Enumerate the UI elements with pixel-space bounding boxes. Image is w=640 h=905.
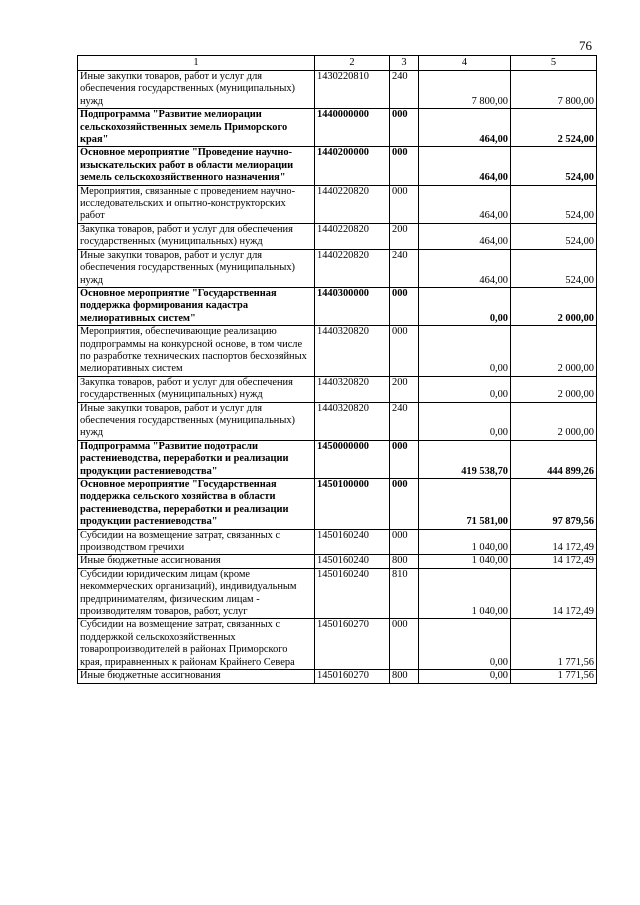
row-type-cell: 000 xyxy=(390,185,419,223)
row-name-cell: Субсидии юридическим лицам (кроме некоммерческих организаций), индивидуальным предпринимателям, физическим лицам - производителям товаров, работ, услуг xyxy=(78,568,315,619)
row-value-5-cell: 524,00 xyxy=(511,185,597,223)
table-row xyxy=(78,670,597,683)
table-row xyxy=(78,249,597,287)
row-type-cell: 240 xyxy=(390,402,419,440)
row-value-5-cell: 1 771,56 xyxy=(511,619,597,670)
row-value-4-cell: 464,00 xyxy=(419,185,511,223)
row-name-cell: Иные бюджетные ассигнования xyxy=(78,670,315,683)
row-value-5-cell: 14 172,49 xyxy=(511,529,597,555)
row-name-cell: Закупка товаров, работ и услуг для обеспечения государственных (муниципальных) нужд xyxy=(78,223,315,249)
row-type-cell: 200 xyxy=(390,376,419,402)
row-type-cell: 240 xyxy=(390,71,419,109)
row-value-5-cell: 524,00 xyxy=(511,249,597,287)
row-code-cell: 1440320820 xyxy=(315,402,390,440)
row-value-4-cell: 0,00 xyxy=(419,326,511,377)
header-cell-4: 4 xyxy=(419,56,511,71)
row-name-cell: Основное мероприятие "Государственная поддержка сельского хозяйства в области растениеводства, переработки и реализации продукции растениеводства" xyxy=(78,479,315,530)
row-value-4-cell: 0,00 xyxy=(419,619,511,670)
header-row xyxy=(78,56,597,71)
row-value-4-cell: 1 040,00 xyxy=(419,529,511,555)
row-code-cell: 1440220820 xyxy=(315,185,390,223)
row-value-4-cell: 1 040,00 xyxy=(419,568,511,619)
row-value-4-cell: 0,00 xyxy=(419,287,511,325)
row-value-4-cell: 0,00 xyxy=(419,670,511,683)
row-value-5-cell: 2 000,00 xyxy=(511,376,597,402)
row-name-cell: Мероприятия, обеспечивающие реализацию подпрограммы на конкурсной основе, в том числе по разработке технических паспортов бесхозяйных мелиоративных систем xyxy=(78,326,315,377)
row-code-cell: 1440320820 xyxy=(315,326,390,377)
row-name-cell: Иные закупки товаров, работ и услуг для обеспечения государственных (муниципальных) нужд xyxy=(78,249,315,287)
row-value-4-cell: 464,00 xyxy=(419,249,511,287)
row-value-5-cell: 14 172,49 xyxy=(511,555,597,568)
row-code-cell: 1450160240 xyxy=(315,529,390,555)
row-code-cell: 1430220810 xyxy=(315,71,390,109)
row-code-cell: 1450160270 xyxy=(315,619,390,670)
row-code-cell: 1440220820 xyxy=(315,249,390,287)
row-name-cell: Иные закупки товаров, работ и услуг для обеспечения государственных (муниципальных) нужд xyxy=(78,402,315,440)
row-value-4-cell: 464,00 xyxy=(419,223,511,249)
header-cell-3: 3 xyxy=(390,56,419,71)
page-number: 76 xyxy=(579,38,592,53)
row-type-cell: 000 xyxy=(390,619,419,670)
header-cell-1: 1 xyxy=(78,56,315,71)
row-name-cell: Закупка товаров, работ и услуг для обеспечения государственных (муниципальных) нужд xyxy=(78,376,315,402)
row-value-4-cell: 464,00 xyxy=(419,147,511,185)
header-cell-2: 2 xyxy=(315,56,390,71)
row-code-cell: 1440320820 xyxy=(315,376,390,402)
row-name-cell: Мероприятия, связанные с проведением научно-исследовательских и опытно-конструкторских работ xyxy=(78,185,315,223)
row-name-cell: Субсидии на возмещение затрат, связанных с поддержкой сельскохозяйственных товаропроизводителей в районах Приморского края, приравненных к районам Крайнего Севера xyxy=(78,619,315,670)
table-row xyxy=(78,479,597,530)
row-type-cell: 000 xyxy=(390,440,419,478)
table-row xyxy=(78,185,597,223)
row-value-4-cell: 0,00 xyxy=(419,402,511,440)
row-value-4-cell: 419 538,70 xyxy=(419,440,511,478)
row-type-cell: 000 xyxy=(390,287,419,325)
table-row xyxy=(78,326,597,377)
row-value-4-cell: 0,00 xyxy=(419,376,511,402)
table-row xyxy=(78,376,597,402)
table-row xyxy=(78,71,597,109)
row-code-cell: 1450100000 xyxy=(315,479,390,530)
row-value-5-cell: 524,00 xyxy=(511,223,597,249)
table-row xyxy=(78,402,597,440)
row-value-5-cell: 7 800,00 xyxy=(511,71,597,109)
header-cell-5: 5 xyxy=(511,56,597,71)
row-value-5-cell: 2 000,00 xyxy=(511,287,597,325)
row-value-4-cell: 1 040,00 xyxy=(419,555,511,568)
row-type-cell: 800 xyxy=(390,555,419,568)
row-value-5-cell: 524,00 xyxy=(511,147,597,185)
row-code-cell: 1450160240 xyxy=(315,568,390,619)
row-value-5-cell: 444 899,26 xyxy=(511,440,597,478)
budget-table xyxy=(77,55,597,684)
row-name-cell: Подпрограмма "Развитие подотрасли растениеводства, переработки и реализации продукции растениеводства" xyxy=(78,440,315,478)
row-type-cell: 000 xyxy=(390,479,419,530)
table-row xyxy=(78,568,597,619)
row-type-cell: 810 xyxy=(390,568,419,619)
row-name-cell: Основное мероприятие "Государственная поддержка формирования кадастра мелиоративных систем" xyxy=(78,287,315,325)
table-row xyxy=(78,287,597,325)
row-type-cell: 000 xyxy=(390,529,419,555)
row-value-5-cell: 14 172,49 xyxy=(511,568,597,619)
row-name-cell: Иные закупки товаров, работ и услуг для обеспечения государственных (муниципальных) нужд xyxy=(78,71,315,109)
row-value-5-cell: 2 524,00 xyxy=(511,109,597,147)
table-row xyxy=(78,529,597,555)
table-row xyxy=(78,555,597,568)
row-value-4-cell: 71 581,00 xyxy=(419,479,511,530)
table-row xyxy=(78,223,597,249)
table-row xyxy=(78,109,597,147)
row-name-cell: Подпрограмма "Развитие мелиорации сельскохозяйственных земель Приморского края" xyxy=(78,109,315,147)
row-value-5-cell: 97 879,56 xyxy=(511,479,597,530)
row-code-cell: 1440300000 xyxy=(315,287,390,325)
row-value-4-cell: 7 800,00 xyxy=(419,71,511,109)
row-type-cell: 800 xyxy=(390,670,419,683)
row-code-cell: 1450160270 xyxy=(315,670,390,683)
row-code-cell: 1450000000 xyxy=(315,440,390,478)
row-code-cell: 1450160240 xyxy=(315,555,390,568)
row-name-cell: Иные бюджетные ассигнования xyxy=(78,555,315,568)
table-body xyxy=(78,71,597,684)
row-code-cell: 1440000000 xyxy=(315,109,390,147)
table-row xyxy=(78,147,597,185)
row-type-cell: 200 xyxy=(390,223,419,249)
row-value-5-cell: 2 000,00 xyxy=(511,326,597,377)
row-value-5-cell: 1 771,56 xyxy=(511,670,597,683)
row-type-cell: 000 xyxy=(390,109,419,147)
row-code-cell: 1440200000 xyxy=(315,147,390,185)
row-value-5-cell: 2 000,00 xyxy=(511,402,597,440)
table-row xyxy=(78,619,597,670)
row-type-cell: 240 xyxy=(390,249,419,287)
row-name-cell: Основное мероприятие "Проведение научно-изыскательских работ в области мелиорации земель сельскохозяйственного назначения" xyxy=(78,147,315,185)
row-name-cell: Субсидии на возмещение затрат, связанных с производством гречихи xyxy=(78,529,315,555)
row-code-cell: 1440220820 xyxy=(315,223,390,249)
row-type-cell: 000 xyxy=(390,326,419,377)
table-row xyxy=(78,440,597,478)
row-type-cell: 000 xyxy=(390,147,419,185)
row-value-4-cell: 464,00 xyxy=(419,109,511,147)
